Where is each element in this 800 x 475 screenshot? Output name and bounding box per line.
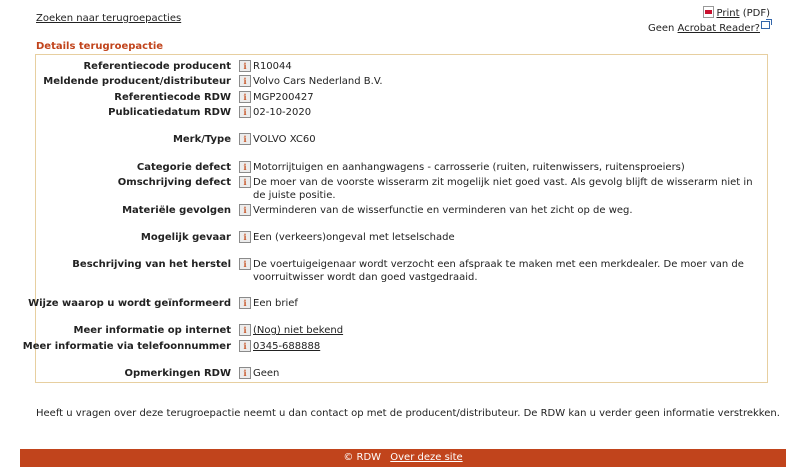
print-area <box>648 6 770 36</box>
info-icon[interactable]: i <box>239 91 251 103</box>
detail-label: Mogelijk gevaar <box>140 232 231 243</box>
detail-value: Een (verkeers)ongeval met letselschade <box>253 232 455 243</box>
info-icon[interactable]: i <box>239 324 251 336</box>
detail-label: Omschrijving defect <box>117 177 231 188</box>
detail-label: Opmerkingen RDW <box>124 368 231 379</box>
detail-label: Referentiecode RDW <box>114 92 231 103</box>
print-line <box>648 6 770 21</box>
detail-label: Wijze waarop u wordt geïnformeerd <box>28 298 231 309</box>
acrobat-reader-link[interactable]: Acrobat Reader? <box>677 23 760 34</box>
print-suffix: (PDF) <box>742 8 770 19</box>
section-title: Details terugroepactie <box>36 41 164 52</box>
footer-bar <box>20 449 786 467</box>
detail-value: De moer van de voorste wisserarm zit mogelijk niet goed vast. Als gevolg blijft de wisserarm niet in de juiste positie. <box>253 177 753 201</box>
detail-row-gevaar <box>36 231 767 245</box>
detail-label: Meldende producent/distributeur <box>43 76 231 87</box>
detail-label: Materiële gevolgen <box>122 205 231 216</box>
detail-value: Motorrijtuigen en aanhangwagens - carrosserie (ruiten, ruitenwissers, ruitensproeiers) <box>253 162 685 173</box>
detail-row-herstel <box>36 258 767 283</box>
copyright: © RDW <box>343 452 382 463</box>
detail-label: Beschrijving van het herstel <box>72 259 231 270</box>
detail-row-omschrijving <box>36 176 767 201</box>
detail-row-merk <box>36 133 767 147</box>
detail-value: VOLVO XC60 <box>253 134 316 145</box>
detail-row-ref-producent <box>36 60 767 74</box>
info-icon[interactable]: i <box>239 297 251 309</box>
external-link-icon <box>761 21 770 29</box>
info-icon[interactable]: i <box>239 204 251 216</box>
detail-value: Geen <box>253 368 280 379</box>
info-icon[interactable]: i <box>239 258 251 270</box>
details-panel <box>22 54 768 383</box>
detail-value: Verminderen van de wisserfunctie en verminderen van het zicht op de weg. <box>253 205 633 216</box>
detail-value: 02-10-2020 <box>253 107 312 118</box>
info-icon[interactable]: i <box>239 133 251 145</box>
detail-value: MGP200427 <box>253 92 314 103</box>
info-icon[interactable]: i <box>239 161 251 173</box>
detail-label: Meer informatie op internet <box>73 325 231 336</box>
detail-value: R10044 <box>253 61 292 72</box>
detail-row-categorie <box>36 161 767 175</box>
about-site-link[interactable]: Over deze site <box>390 452 463 463</box>
detail-row-publicatie <box>36 106 767 120</box>
reader-prefix: Geen <box>647 23 675 34</box>
detail-row-telefoon <box>22 340 767 354</box>
phone-link[interactable]: 0345-688888 <box>253 341 321 352</box>
info-icon[interactable]: i <box>239 60 251 72</box>
detail-row-melder <box>36 75 767 89</box>
detail-row-internet <box>36 324 767 338</box>
detail-label: Meer informatie via telefoonnummer <box>22 341 231 352</box>
detail-row-informeren <box>28 297 767 311</box>
detail-label: Publicatiedatum RDW <box>108 107 231 118</box>
detail-value: Een brief <box>253 298 298 309</box>
detail-label: Categorie defect <box>136 162 231 173</box>
detail-label: Merk/Type <box>172 134 231 145</box>
back-to-search-link[interactable]: Zoeken naar terugroepacties <box>36 13 182 24</box>
internet-link[interactable]: (Nog) niet bekend <box>253 325 344 336</box>
detail-label: Referentiecode producent <box>83 61 231 72</box>
info-icon[interactable]: i <box>239 367 251 379</box>
detail-value: Volvo Cars Nederland B.V. <box>253 76 383 87</box>
detail-row-opmerkingen <box>36 367 767 381</box>
contact-note: Heeft u vragen over deze terugroepactie neemt u dan contact op met de producent/distributeur. De RDW kan u verder geen informatie verstrekken. <box>36 408 780 419</box>
detail-row-gevolgen <box>36 204 767 218</box>
info-icon[interactable]: i <box>239 106 251 118</box>
print-link[interactable]: Print <box>716 8 740 19</box>
detail-row-ref-rdw <box>36 91 767 105</box>
detail-value: De voertuigeigenaar wordt verzocht een afspraak te maken met een merkdealer. De moer van de voorruitwisser wordt dan goed vastgedraaid. <box>253 259 744 283</box>
info-icon[interactable]: i <box>239 75 251 87</box>
info-icon[interactable]: i <box>239 176 251 188</box>
info-icon[interactable]: i <box>239 340 251 352</box>
pdf-icon[interactable] <box>703 6 714 18</box>
info-icon[interactable]: i <box>239 231 251 243</box>
acrobat-line <box>648 21 770 36</box>
